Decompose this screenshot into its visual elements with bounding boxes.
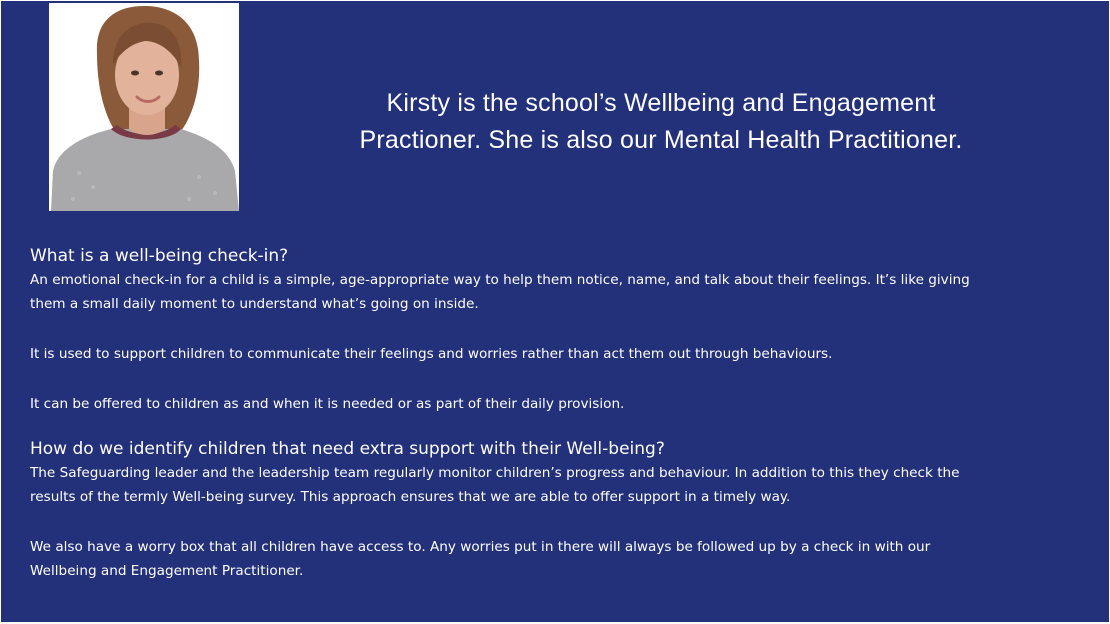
checkin-paragraph-line: them a small daily moment to understand what’s going on inside. bbox=[30, 296, 479, 312]
identify-paragraph-line: Wellbeing and Engagement Practitioner. bbox=[30, 563, 304, 579]
identify-paragraph-line: results of the termly Well-being survey. This approach ensures that we are able to offer support in a timely way. bbox=[30, 489, 791, 505]
checkin-paragraph-line: It can be offered to children as and when it is needed or as part of their daily provision. bbox=[30, 396, 625, 412]
paragraph-spacer bbox=[30, 316, 1100, 342]
portrait-image bbox=[49, 3, 239, 211]
identify-paragraph-line: The Safeguarding leader and the leadership team regularly monitor children’s progress and behaviour. In addition to this they check the bbox=[30, 465, 960, 481]
intro-line-1: Kirsty is the school’s Wellbeing and Engagement bbox=[386, 89, 936, 117]
wellbeing-slide bbox=[1, 1, 1109, 622]
content-area bbox=[30, 244, 1100, 583]
checkin-paragraph-line: It is used to support children to communicate their feelings and worries rather than act them out through behaviours. bbox=[30, 346, 833, 362]
checkin-paragraph-line: An emotional check-in for a child is a simple, age-appropriate way to help them notice, name, and talk about their feelings. It’s like giving bbox=[30, 272, 970, 288]
intro-text bbox=[301, 85, 1021, 159]
staff-photo bbox=[49, 3, 239, 211]
section-spacer bbox=[30, 416, 1100, 437]
intro-line-2: Practioner. She is also our Mental Health Practitioner. bbox=[359, 126, 963, 154]
paragraph-spacer bbox=[30, 366, 1100, 392]
identify-paragraph-line: We also have a worry box that all children have access to. Any worries put in there will always be followed up by a check in with our bbox=[30, 539, 931, 555]
paragraph-spacer bbox=[30, 509, 1100, 535]
section-heading-identify: How do we identify children that need extra support with their Well-being? bbox=[30, 439, 665, 459]
section-heading-checkin: What is a well-being check-in? bbox=[30, 246, 289, 266]
